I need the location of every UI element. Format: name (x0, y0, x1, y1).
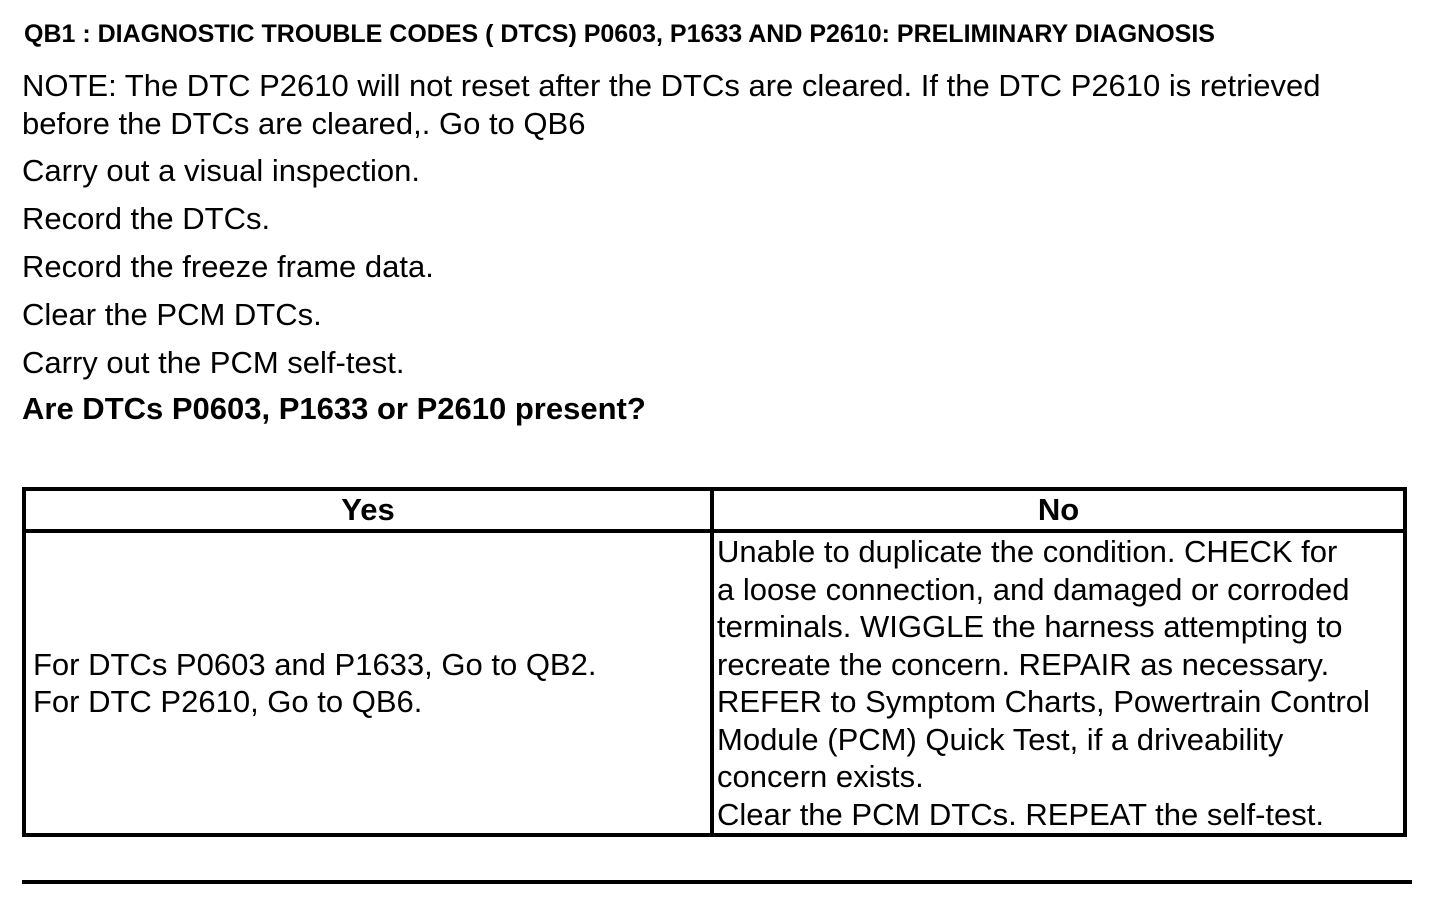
bottom-divider (22, 880, 1412, 884)
no-line: terminals. WIGGLE the harness attempting to (717, 609, 1343, 644)
yes-line: For DTCs P0603 and P1633, Go to QB2. (33, 646, 597, 682)
yes-line: For DTC P2610, Go to QB6. (33, 684, 423, 719)
no-cell (712, 531, 1405, 835)
no-line: REFER to Symptom Charts, Powertrain Control (717, 684, 1370, 719)
no-line: Module (PCM) Quick Test, if a driveability (717, 721, 1284, 757)
header-yes: Yes (24, 489, 712, 531)
note-paragraph: NOTE: The DTC P2610 will not reset after the DTCs are cleared. If the DTC P2610 is retrieved before the DTCs are cleared,. Go to QB6 (22, 68, 1321, 141)
yes-no-table (22, 487, 1407, 837)
step-pcm-self-test: Carry out the PCM self-test. (22, 345, 405, 380)
no-line: Clear the PCM DTCs. REPEAT the self-test. (717, 796, 1324, 832)
step-record-freeze-frame: Record the freeze frame data. (22, 249, 434, 284)
page-title: QB1 : DIAGNOSTIC TROUBLE CODES ( DTCS) P0603, P1633 AND P2610: PRELIMINARY DIAGNOSIS (24, 20, 1215, 48)
table-header-row (24, 489, 1405, 531)
step-clear-pcm-dtcs: Clear the PCM DTCs. (22, 297, 322, 332)
diagnostic-question: Are DTCs P0603, P1633 or P2610 present? (22, 391, 646, 426)
no-line: concern exists. (717, 759, 924, 794)
step-record-dtcs: Record the DTCs. (22, 201, 271, 236)
step-visual-inspection: Carry out a visual inspection. (22, 153, 421, 188)
yes-cell (24, 531, 712, 835)
no-line: recreate the concern. REPAIR as necessary. (717, 646, 1330, 682)
no-line: a loose connection, and damaged or corroded (717, 571, 1350, 607)
header-no: No (712, 489, 1405, 531)
no-line: Unable to duplicate the condition. CHECK for (717, 534, 1338, 569)
table-row (24, 531, 1405, 835)
